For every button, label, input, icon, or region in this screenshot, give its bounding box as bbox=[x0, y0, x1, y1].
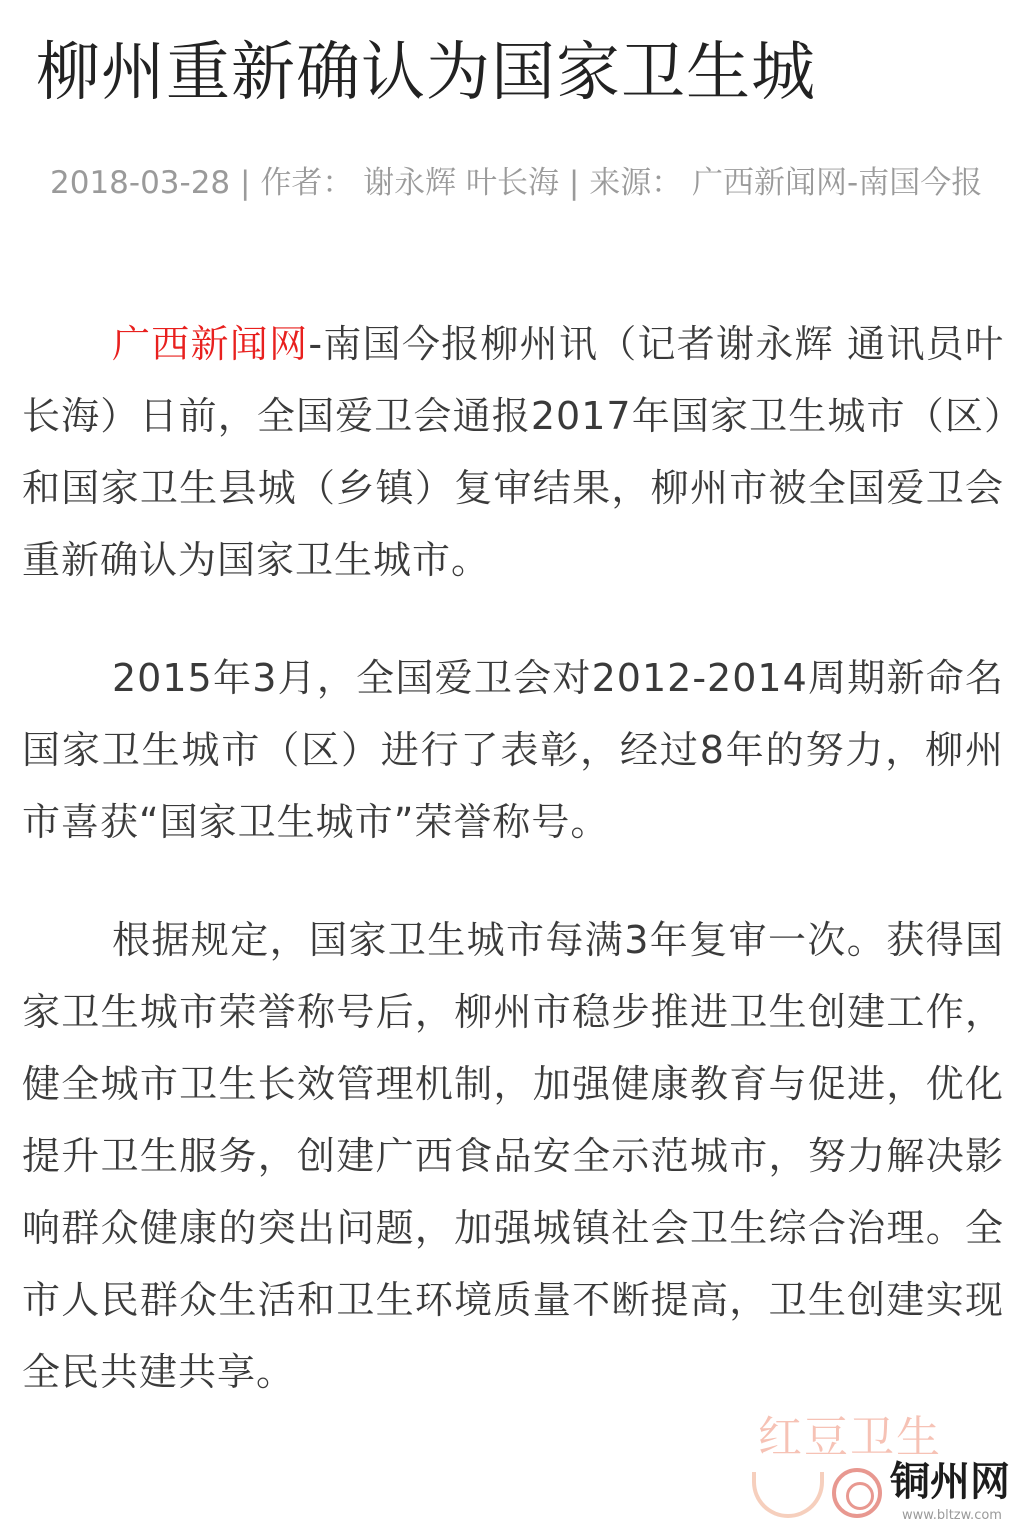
paragraph-text: 2015年3月，全国爱卫会对2012-2014周期新命名国家卫生城市（区）进行了表彰，经过8年的努力，柳州市喜获“国家卫生城市”荣誉称号。 bbox=[22, 656, 1004, 844]
watermark-url: www.bltzw.com bbox=[902, 1508, 1002, 1523]
watermark-brand: 铜州网 bbox=[890, 1458, 1010, 1505]
publish-date: 2018-03-28 bbox=[50, 165, 231, 201]
watermark-overlay-text: 红豆卫生 bbox=[758, 1412, 942, 1463]
article-meta bbox=[50, 158, 1005, 208]
source-link[interactable]: 广西新闻网 bbox=[112, 322, 309, 366]
meta-separator: | bbox=[559, 165, 590, 201]
paragraph bbox=[22, 642, 1004, 858]
meta-separator: | bbox=[230, 165, 261, 201]
article-title: 柳州重新确认为国家卫生城 bbox=[36, 36, 816, 110]
article-body bbox=[22, 308, 1004, 1454]
paragraph bbox=[22, 308, 1004, 596]
source-name: 广西新闻网-南国今报 bbox=[682, 165, 983, 201]
author-names: 谢永辉 叶长海 bbox=[353, 165, 560, 201]
paragraph-text: -南国今报柳州讯（记者谢永辉 通讯员叶长海）日前，全国爱卫会通报2017年国家卫生城市（区）和国家卫生县城（乡镇）复审结果，柳州市被全国爱卫会重新确认为国家卫生城市。 bbox=[22, 322, 1004, 582]
swirl-logo-icon bbox=[752, 1472, 824, 1518]
paragraph-text: 根据规定，国家卫生城市每满3年复审一次。获得国家卫生城市荣誉称号后，柳州市稳步推进卫生创建工作，健全城市卫生长效管理机制，加强健康教育与促进，优化提升卫生服务，创建广西食品安全示范城市，努力解决影响群众健康的突出问题，加强城镇社会卫生综合治理。全市人民群众生活和卫生环境质量不断提高，卫生创建实现全民共建共享。 bbox=[22, 918, 1004, 1394]
paragraph bbox=[22, 904, 1004, 1408]
seal-logo-icon bbox=[832, 1468, 882, 1518]
author-label: 作者： bbox=[260, 165, 354, 201]
source-label: 来源： bbox=[589, 165, 683, 201]
